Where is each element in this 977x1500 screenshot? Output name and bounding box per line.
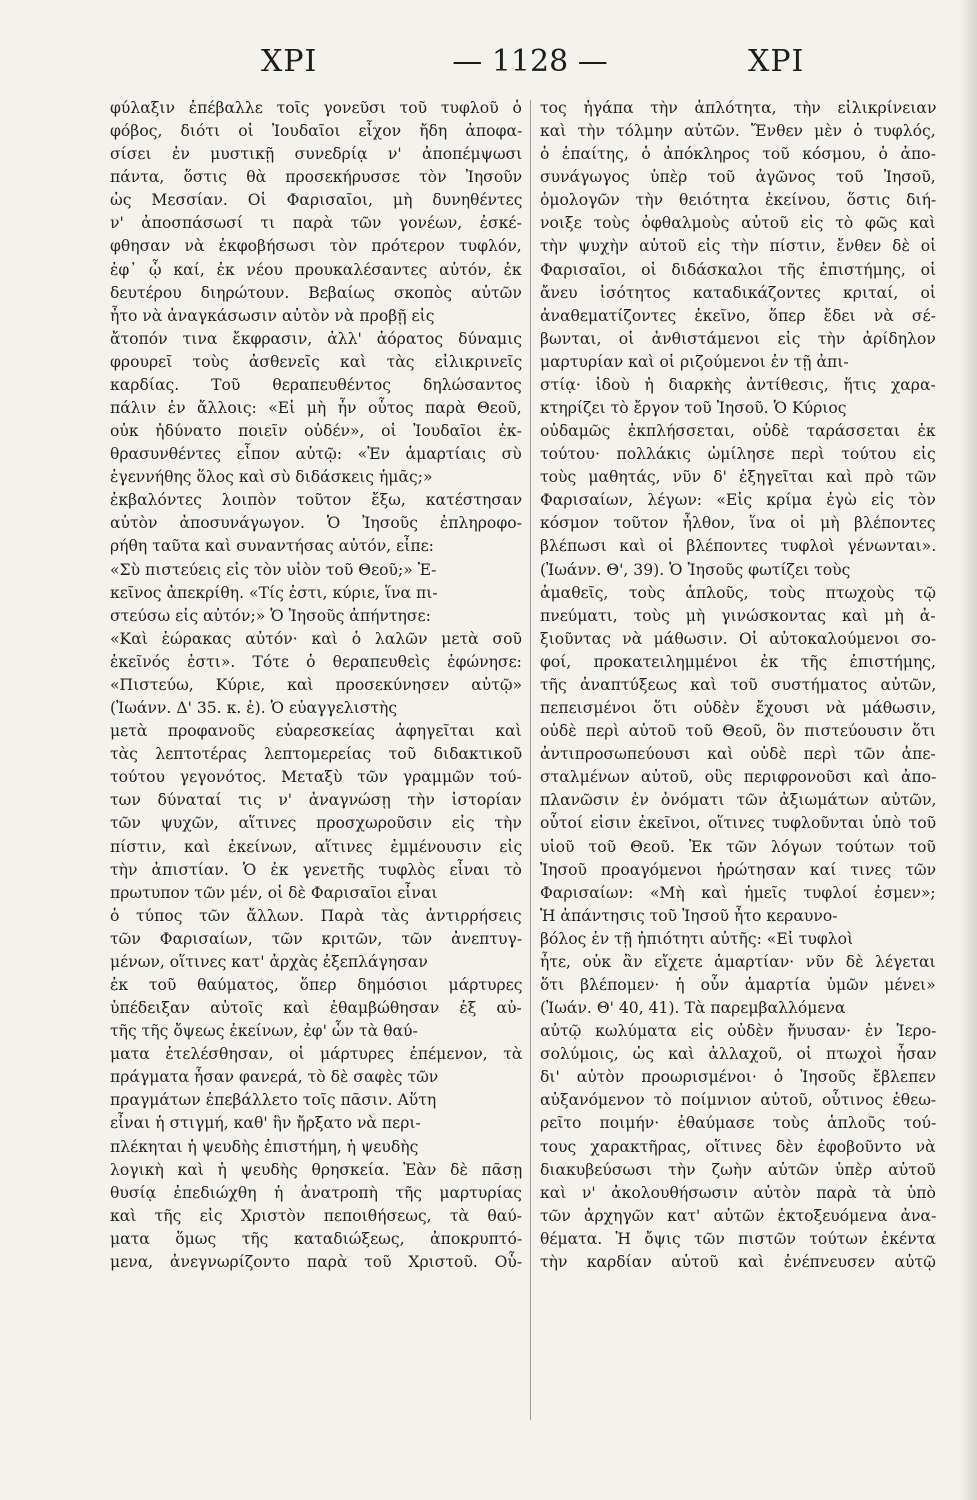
text-line: ἀναθεματίζοντες ἐκεῖνο, ὅπερ ἔδει νὰ σέ-: [540, 306, 936, 325]
text-line: τος ἠγάπα τὴν ἁπλότητα, τὴν εἰλικρίνειαν: [540, 99, 936, 117]
text-line: δευτέρου διηρώτουν. Βεβαίως σκοπὸς αὐτῶν: [110, 283, 522, 302]
text-line: πράγματα ἦσαν φανερά, τὸ δὲ σαφὲς τῶν: [110, 1068, 439, 1087]
right-text-column: [540, 97, 936, 1274]
text-line: ἐκεῖνός ἐστι». Τότε ὁ θεραπευθεὶς ἐφώνησε:: [110, 652, 522, 671]
page-number: — 1128 —: [452, 44, 608, 79]
left-running-headword: ΧΡΙ: [261, 44, 318, 79]
text-line: τὴν ψυχὴν αὐτοῦ εἰς τὴν πίστιν, ἔνθεν δὲ οἱ: [540, 237, 936, 256]
text-line: εἶναι ἡ στιγμή, καθ' ἣν ἤρξατο νὰ περι-: [110, 1114, 421, 1133]
text-line: «Καὶ ἑώρακας αὐτόν· καὶ ὁ λαλῶν μετὰ σοῦ: [110, 629, 522, 648]
text-line: ὁ τύπος τῶν ἄλλων. Παρὰ τὰς ἀντιρρήσεις: [110, 906, 522, 925]
text-line: «Σὺ πιστεύεις εἰς τὸν υἱὸν τοῦ Θεοῦ;» Ἐ-: [110, 560, 437, 579]
text-line: δι' αὐτὸν προωρισμένοι· ὁ Ἰησοῦς ἔβλεπεν: [540, 1068, 936, 1087]
text-line: φθησαν νὰ ἐκφοβήσωσι τὸν πρότερον τυφλόν,: [110, 237, 522, 256]
text-line: Φαρισαίων, λέγων: «Εἰς κρίμα ἐγὼ εἰς τὸν: [540, 491, 936, 510]
text-line: κεῖνος ἀπεκρίθη. «Τίς ἐστι, κύριε, ἵνα πι-: [110, 583, 438, 602]
text-line: καρδίας. Τοῦ θεραπευθέντος δηλώσαντος: [110, 375, 522, 394]
text-line: Ἰησοῦ προαγόμενοι ἠρώτησαν καί τινες τῶν: [540, 860, 936, 879]
text-line: καὶ τῆς εἰς Χριστὸν πεποιθήσεως, τὰ θαύ-: [110, 1206, 522, 1225]
text-line: ματα ὅμως τῆς καταδιώξεως, ἀποκρυπτό-: [110, 1229, 522, 1248]
text-line: φόβος, διότι οἱ Ἰουδαῖοι εἶχον ἤδη ἀποφα-: [110, 122, 522, 141]
left-text-column: [110, 97, 522, 1274]
text-line: οὐδαμῶς ἐκπλήσσεται, οὐδὲ ταράσσεται ἐκ: [540, 422, 936, 441]
text-line: ρήθη ταῦτα καὶ συναντήσας αὐτόν, εἶπε:: [110, 537, 434, 556]
text-line: ἦτο νὰ ἀναγκάσωσιν αὐτὸν νὰ προβῇ εἰς: [110, 306, 435, 325]
text-line: ἦτε, οὐκ ἂν εἴχετε ἁμαρτίαν· νῦν δὲ λέγεται: [540, 952, 936, 971]
text-line: τούτου γεγονότος. Μεταξὺ τῶν γραμμῶν τού-: [110, 768, 522, 787]
column-divider: [530, 100, 531, 1420]
text-line: πλέκηται ἡ ψευδὴς ἐπιστήμη, ἡ ψευδὴς: [110, 1137, 419, 1156]
text-line: Φαρισαῖοι, οἱ διδάσκαλοι τῆς ἐπιστήμης, οἱ: [540, 260, 936, 279]
text-line: ἀμαθεῖς, τοὺς ἁπλοῦς, τοὺς πτωχοὺς τῷ: [540, 583, 936, 602]
text-line: των δύναταί τις ν' ἀναγνώσῃ τὴν ἱστορίαν: [110, 791, 522, 810]
text-line: αὐτῷ κωλύματα εἰς οὐδὲν ἤνυσαν· ἐν Ἱερο-: [540, 1022, 936, 1041]
text-line: διακυβεύσωσι τὴν ζωὴν αὐτῶν ὑπὲρ αὐτοῦ: [540, 1160, 936, 1179]
text-line: ματα ἐτελέσθησαν, οἱ μάρτυρες ἐπέμενον, τὰ: [110, 1045, 522, 1064]
text-line: τοὺς μαθητάς, νῦν δ' ἐξηγεῖται καὶ πρὸ τῶν: [540, 468, 936, 487]
text-line: τὴν ἀπιστίαν. Ὁ ἐκ γενετῆς τυφλὸς εἶναι τὸ: [110, 860, 522, 879]
text-line: φοί, προκατειλημμένοι ἐκ τῆς ἐπιστήμης,: [540, 652, 936, 671]
text-line: ὑπέδειξαν αὐτοῖς καὶ ἐθαμβώθησαν ἐξ αὐ-: [110, 999, 522, 1018]
text-line: «Πιστεύω, Κύριε, καὶ προσεκύνησεν αὐτῷ»: [110, 675, 522, 694]
text-line: Φαρισαίων: «Μὴ καὶ ἡμεῖς τυφλοί ἐσμεν»;: [540, 883, 936, 902]
text-line: πνεύματι, τοὺς μὴ γινώσκοντας καὶ μὴ ἀ-: [540, 606, 936, 625]
text-line: τῶν Φαρισαίων, τῶν κριτῶν, τῶν ἀνεπτυγ-: [110, 929, 522, 948]
right-running-headword: ΧΡΙ: [748, 44, 805, 79]
text-line: σολύμοις, ὡς καὶ ἀλλαχοῦ, οἱ πτωχοὶ ἦσαν: [540, 1045, 936, 1064]
text-line: καὶ ν' ἀκολουθήσωσιν αὐτὸν παρὰ τὰ ὑπὸ: [540, 1183, 936, 1202]
text-line: μενα, ἀνεγνωρίζοντο παρὰ τοῦ Χριστοῦ. Οὗ-: [110, 1252, 522, 1271]
text-line: οὐδὲ περὶ αὐτοῦ τοῦ Θεοῦ, ὃν πιστεύουσιν ὅτι: [540, 722, 936, 741]
text-line: λογικὴ καὶ ἡ ψευδὴς θρησκεία. Ἐὰν δὲ πᾶσῃ: [110, 1160, 522, 1179]
text-line: (Ἰωάν. Θ' 40, 41). Τὰ παρεμβαλλόμενα: [540, 999, 846, 1018]
text-line: ἐκ τοῦ θαύματος, ὅπερ δημόσιοι μάρτυρες: [110, 975, 522, 994]
text-line: ρεῖτο ποιμήν· ἐθαύμασε τοὺς ἁπλοῦς τού-: [540, 1114, 936, 1133]
text-line: αὐξανόμενον τὸ ποίμνιον αὐτοῦ, οὗτινος ἐθεω-: [540, 1091, 936, 1110]
text-line: σίσει ἐν μυστικῇ συνεδρίᾳ ν' ἀποπέμψωσι: [110, 145, 522, 164]
text-line: (Ἰωάνν. Δ' 35. κ. ἑ). Ὁ εὐαγγελιστὴς: [110, 699, 398, 718]
spine-shadow: [959, 0, 977, 1500]
text-line: ὁμολογῶν τὴν θειότητα ἐκείνου, ὅστις διή-: [540, 191, 936, 210]
text-line: μαρτυρίαν καὶ οἱ ριζούμενοι ἐν τῇ ἀπι-: [540, 352, 849, 371]
text-line: ἐκβαλόντες λοιπὸν τοῦτον ἔξω, κατέστησαν: [110, 491, 522, 510]
text-line: φρουρεῖ τοὺς ἀσθενεῖς καὶ τὰς εἰλικρινεῖς: [110, 352, 522, 371]
text-line: ἀντιπροσωπεύουσι καὶ οὐδὲ περὶ τῶν ἀπε-: [540, 745, 936, 764]
text-line: ἐφ᾽ ᾧ καί, ἐκ νέου προυκαλέσαντες αὐτόν, ἐκ: [110, 260, 522, 279]
text-line: τῆς ἀναπτύξεως καὶ τοῦ συστήματος αὐτῶν,: [540, 675, 936, 694]
text-line: πίστιν, καὶ ἐκείνων, αἵτινες ἐμμένουσιν εἰς: [110, 837, 522, 856]
text-line: τῆς τῆς ὄψεως ἐκείνων, ἐφ' ὧν τὰ θαύ-: [110, 1022, 418, 1041]
text-line: τὴν καρδίαν αὐτοῦ καὶ ἐνέπνευσεν αὐτῷ: [540, 1252, 936, 1271]
text-line: πλανῶσιν ἐν ὀνόματι τῶν ἀξιωμάτων αὐτῶν,: [540, 791, 936, 810]
text-line: οὗτοί εἰσιν ἐκεῖνοι, οἵτινες τυφλοῦνται ὑπὸ τοῦ: [540, 814, 936, 833]
text-line: ἐγεννήθης ὅλος καὶ σὺ διδάσκεις ἡμᾶς;»: [110, 468, 433, 487]
text-line: (Ἰωάνν. Θ', 39). Ὁ Ἰησοῦς φωτίζει τοὺς: [540, 560, 851, 579]
text-line: ὅτι βλέπομεν· ἡ οὖν ἁμαρτία ὑμῶν μένει»: [540, 975, 936, 994]
text-line: τῶν ἀρχηγῶν κατ' αὐτῶν ἐκτοξευόμενα ἀνα-: [540, 1206, 936, 1225]
text-line: υἱοῦ τοῦ Θεοῦ. Ἐκ τῶν λόγων τούτων τοῦ: [540, 837, 936, 856]
text-line: ἄτοπόν τινα ἔκφρασιν, ἀλλ' ἀόρατος δύναμις: [110, 329, 522, 348]
text-line: ν' ἀποσπάσωσί τι παρὰ τῶν γονέων, ἐσκέ-: [110, 214, 522, 233]
text-line: πραγμάτων ἐπεβάλλετο τοῖς πᾶσιν. Αὕτη: [110, 1091, 437, 1110]
text-line: οὐκ ἠδύνατο ποιεῖν οὐδέν», οἱ Ἰουδαῖοι ἐκ-: [110, 422, 522, 441]
text-line: βωνται, οἱ ἀνθιστάμενοι εἰς τὴν ἀρίδηλον: [540, 329, 936, 348]
text-line: τούτου· πολλάκις ὡμίλησε περὶ τούτου εἰς: [540, 445, 936, 464]
text-line: πάντα, ὅστις θὰ προσεκήρυσσε τὸν Ἰησοῦν: [110, 168, 522, 187]
text-line: τὰς λεπτοτέρας λεπτομερείας τοῦ διδακτικοῦ: [110, 745, 522, 764]
text-line: μένων, οἵτινες κατ' ἀρχὰς ἐξεπλάγησαν: [110, 952, 428, 971]
text-line: θρασυνθέντες εἶπον αὐτῷ: «Ἐν ἁμαρτίαις σὺ: [110, 445, 522, 464]
text-line: Ἡ ἀπάντησις τοῦ Ἰησοῦ ἦτο κεραυνο-: [540, 906, 838, 925]
text-line: πρωτυπον τῶν μέν, οἱ δὲ Φαρισαῖοι εἶναι: [110, 883, 438, 902]
text-line: θέματα. Ἡ ὄψις τῶν πιστῶν τούτων ἐκέντα: [540, 1229, 936, 1248]
text-line: μετὰ προφανοῦς εὐαρεσκείας ἀφηγεῖται καὶ: [110, 722, 522, 741]
text-line: αὐτὸν ἀποσυνάγωγον. Ὁ Ἰησοῦς ἐπληροφο-: [110, 514, 522, 533]
text-line: στεύσω εἰς αὐτόν;» Ὁ Ἰησοῦς ἀπήντησε:: [110, 606, 431, 625]
text-line: σταλμένων αὐτοῦ, οὓς περιφρονοῦσι καὶ ἀπο-: [540, 768, 936, 787]
text-line: τους χαρακτῆρας, οἵτινες δὲν ἐφοβοῦντο νὰ: [540, 1137, 936, 1156]
text-line: πεπεισμένοι ὅτι οὐδὲν ἔχουσι νὰ μάθωσιν,: [540, 699, 936, 718]
text-line: βόλος ἐν τῇ ἠπιότητι αὐτῆς: «Εἰ τυφλοὶ: [540, 929, 854, 948]
text-line: κόσμον τοῦτον ἦλθον, ἵνα οἱ μὴ βλέποντες: [540, 514, 936, 533]
page-header: [0, 44, 977, 84]
text-line: συνάγωγος ὑπὲρ τοῦ ἀγῶνος τοῦ Ἰησοῦ,: [540, 168, 936, 187]
text-line: θυσίᾳ ἐπεδιώχθη ἡ ἀνατροπὴ τῆς μαρτυρίας: [110, 1183, 522, 1202]
text-line: ὡς Μεσσίαν. Οἱ Φαρισαῖοι, μὴ δυνηθέντες: [110, 191, 522, 210]
text-line: πάλιν ἐν ἄλλοις: «Εἰ μὴ ἦν οὗτος παρὰ Θεοῦ,: [110, 399, 522, 418]
text-line: ξιοῦντας νὰ μάθωσιν. Οἱ αὐτοκαλούμενοι σο-: [540, 629, 936, 648]
text-line: ὁ ἐπαίτης, ὁ ἀπόκληρος τοῦ κόσμου, ὁ ἀπο-: [540, 145, 936, 164]
text-line: βλέπωσι καὶ οἱ βλέποντες τυφλοὶ γένωνται».: [540, 537, 936, 556]
text-line: καὶ τὴν τόλμην αὐτῶν. Ἔνθεν μὲν ὁ τυφλός,: [540, 122, 936, 141]
text-line: νοιξε τοὺς ὀφθαλμοὺς αὐτοῦ εἰς τὸ φῶς καὶ: [540, 214, 936, 233]
text-line: φύλαξιν ἐπέβαλλε τοῖς γονεῦσι τοῦ τυφλοῦ ὁ: [110, 99, 522, 117]
text-line: στίᾳ· ἰδοὺ ἡ διαρκὴς ἀντίθεσις, ἥτις χαρα-: [540, 375, 936, 394]
text-line: κτηρίζει τὸ ἔργον τοῦ Ἰησοῦ. Ὁ Κύριος: [540, 399, 847, 418]
text-line: ἄνευ ἰσότητος καταδικάζοντες κριταί, οἱ: [540, 283, 936, 302]
text-line: τῶν ψυχῶν, αἵτινες προσχωροῦσιν εἰς τὴν: [110, 814, 522, 833]
